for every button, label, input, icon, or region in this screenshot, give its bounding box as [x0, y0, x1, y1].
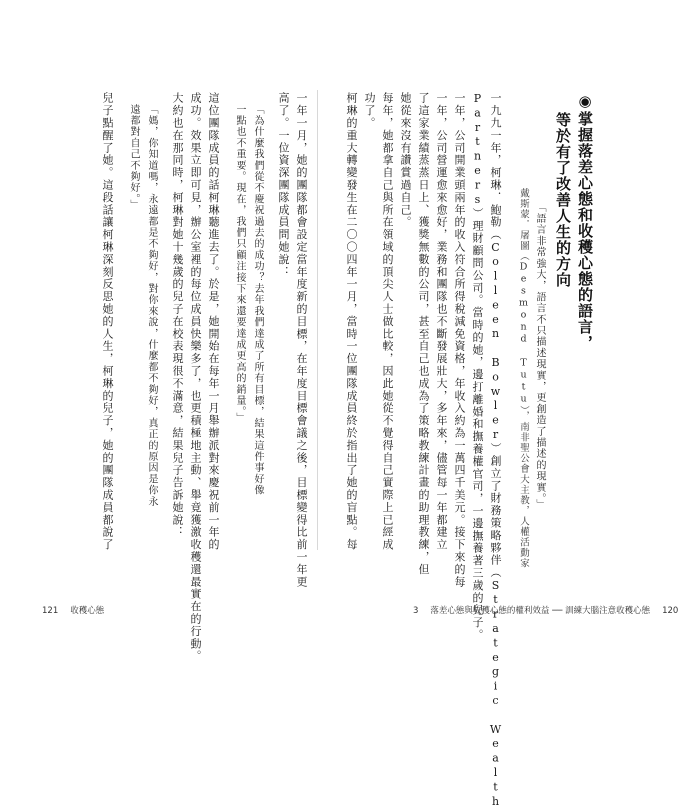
left-column-6: 兒子點醒了她。這段話讓柯琳深刻反思她的人生，柯琳的兒子，她的團隊成員都說了	[101, 92, 114, 551]
right-column-1: 一九九一年，柯琳．鮑勒（Colleen Bowler）創立了財務策略夥伴（Strategic Wealth	[489, 92, 502, 809]
left-quote-2: 一點也不重要。現在，我們只顧注接下來還要達成更高的銷量。」	[234, 104, 245, 424]
left-running-title: 收穫心態	[70, 606, 105, 616]
right-column-2: Partners）理財顧問公司。當時的她，邊打離婚和撫養權官司，一邊撫養著三歲的兒子。	[471, 92, 484, 642]
section-heading-line-1	[576, 92, 594, 351]
right-column-6: 她從來沒有讚賞過自己。	[399, 92, 412, 229]
chapter-number: 3	[413, 606, 419, 616]
right-page-number: 120	[662, 606, 678, 616]
right-column-5: 了這家業績蒸蒸日上、獲獎無數的公司，甚至自己也成為了策略教練計畫的助理教練，但	[417, 92, 430, 576]
epigraph-attribution: 戴斯蒙．屠圖（Desmond Tutu），南非聖公會大主教，人權活動家	[518, 188, 529, 569]
left-column-4: 成功。效果立即可見，辦公室裡的每位成員快樂多了，也更積極地主動、舉竟獲激收穫還最實在的行動。	[189, 92, 202, 663]
left-column-3: 這位團隊成員的話柯琳聽進去了。於是，她開始在每年一月舉辦派對來慶祝前一年的	[207, 92, 220, 551]
page-gutter	[317, 90, 318, 550]
part-title: 訓練大腦注意收穫心態	[565, 606, 651, 616]
right-column-7: 每年，她都拿自己與所在領域的頂尖人士做比較，因此她從不覺得自己實際上已經成	[381, 92, 394, 551]
section-heading-text-1: 掌握落差心態和收穫心態的語言，	[576, 111, 594, 351]
bullet-icon: ◉	[576, 92, 594, 111]
right-column-9: 柯琳的重大轉變發生在二〇〇四年一月，當時一位團隊成員終於指出了她的盲點。每	[345, 92, 358, 551]
left-quote-1: 「為什麼我們從不慶祝過去的成功？去年我們達成了所有目標，結果這件事好像	[252, 104, 263, 496]
right-column-3: 一年，公司開業頭兩年的收入符合所得稅減免資格，年收入約為一萬四千美元。接下來的每	[453, 92, 466, 588]
left-column-1: 一年一月，她的團隊都會設定當年度新的目標，在年度目標會議之後，目標變得比前一年更	[295, 92, 308, 588]
chapter-title: 落差心態與收穫心態的權利效益	[430, 606, 550, 616]
left-page-number: 121	[42, 606, 59, 616]
epigraph-quote: 「語言非常強大，語言不只描述現實，更創造了描述的現實。」	[534, 202, 545, 511]
left-page-footer	[42, 604, 104, 616]
left-column-2: 高了。一位資深團隊成員問她說：	[277, 92, 290, 278]
section-heading-line-2: 等於有了改善人生的方向	[554, 112, 572, 288]
right-column-4: 一年，公司營運愈來愈好，業務和團隊也不斷發展壯大，多年來，儘管每一年都建立	[435, 92, 448, 551]
right-column-8: 功了。	[363, 92, 376, 130]
left-quote-3: 「媽，你知道嗎，永遠都是不夠好，對你來說，什麼都不夠好，真正的原因是你永	[146, 104, 157, 508]
left-column-5: 大約也在那同時，柯琳對她十幾歲的兒子在校表現很不滿意，結果兒子告訴她說：	[171, 92, 184, 539]
right-page-footer: 3 落差心態與收穫心態的權利效益 ── 訓練大腦注意收穫心態 120	[413, 606, 678, 616]
left-quote-4: 遠都對自己不夠好。」	[128, 104, 139, 211]
